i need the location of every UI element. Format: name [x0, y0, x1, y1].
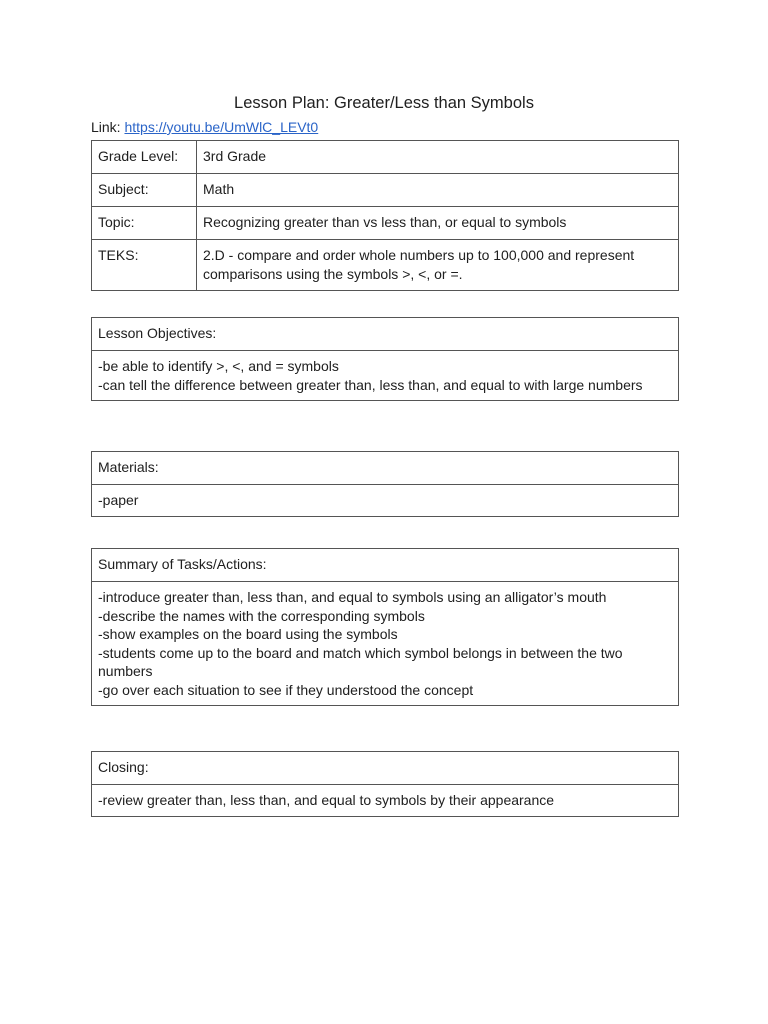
- table-row: [92, 174, 679, 207]
- grade-level-label: Grade Level:: [92, 141, 197, 174]
- link-label: Link:: [91, 119, 121, 135]
- list-item: -show examples on the board using the symbols: [98, 626, 398, 642]
- teks-label: TEKS:: [92, 240, 197, 291]
- table-row: [92, 207, 679, 240]
- list-item: -go over each situation to see if they understood the concept: [98, 681, 474, 698]
- summary-body: [92, 582, 679, 706]
- video-link[interactable]: https://youtu.be/UmWlC_LEVt0: [124, 119, 319, 135]
- table-row: [92, 318, 679, 351]
- materials-heading: Materials:: [92, 452, 679, 485]
- list-item: -introduce greater than, less than, and equal to symbols using an alligator’s mouth: [98, 589, 607, 605]
- lesson-info-table: [91, 140, 679, 291]
- table-row: [92, 582, 679, 706]
- list-item: -describe the names with the corresponding symbols: [98, 607, 425, 624]
- topic-label: Topic:: [92, 207, 197, 240]
- topic-value: Recognizing greater than vs less than, or equal to symbols: [197, 207, 679, 240]
- objectives-heading: Lesson Objectives:: [92, 318, 679, 351]
- grade-level-value: 3rd Grade: [197, 141, 679, 174]
- table-row: [92, 240, 679, 291]
- table-row: [92, 141, 679, 174]
- list-item: -be able to identify >, <, and = symbols: [98, 358, 339, 374]
- objectives-table: [91, 317, 679, 401]
- list-item: -paper: [98, 492, 139, 508]
- subject-label: Subject:: [92, 174, 197, 207]
- list-item: -can tell the difference between greater than, less than, and equal to with large numbers: [98, 376, 643, 393]
- objectives-body: [92, 351, 679, 401]
- materials-table: [91, 451, 679, 517]
- list-item: -students come up to the board and match which symbol belongs in between the two numbers: [98, 644, 623, 679]
- link-line: [91, 119, 318, 135]
- table-row: [92, 752, 679, 785]
- list-item: -review greater than, less than, and equal to symbols by their appearance: [98, 792, 555, 808]
- summary-heading: Summary of Tasks/Actions:: [92, 549, 679, 582]
- closing-heading: Closing:: [92, 752, 679, 785]
- table-row: [92, 785, 679, 817]
- teks-value: 2.D - compare and order whole numbers up to 100,000 and represent comparisons using the symbols >, <, or =.: [197, 240, 679, 291]
- closing-body: [92, 785, 679, 817]
- document-title: Lesson Plan: Greater/Less than Symbols: [234, 94, 534, 112]
- table-row: [92, 351, 679, 401]
- subject-value: Math: [197, 174, 679, 207]
- table-row: [92, 452, 679, 485]
- table-row: [92, 549, 679, 582]
- table-row: [92, 485, 679, 517]
- summary-table: [91, 548, 679, 706]
- materials-body: [92, 485, 679, 517]
- closing-table: [91, 751, 679, 817]
